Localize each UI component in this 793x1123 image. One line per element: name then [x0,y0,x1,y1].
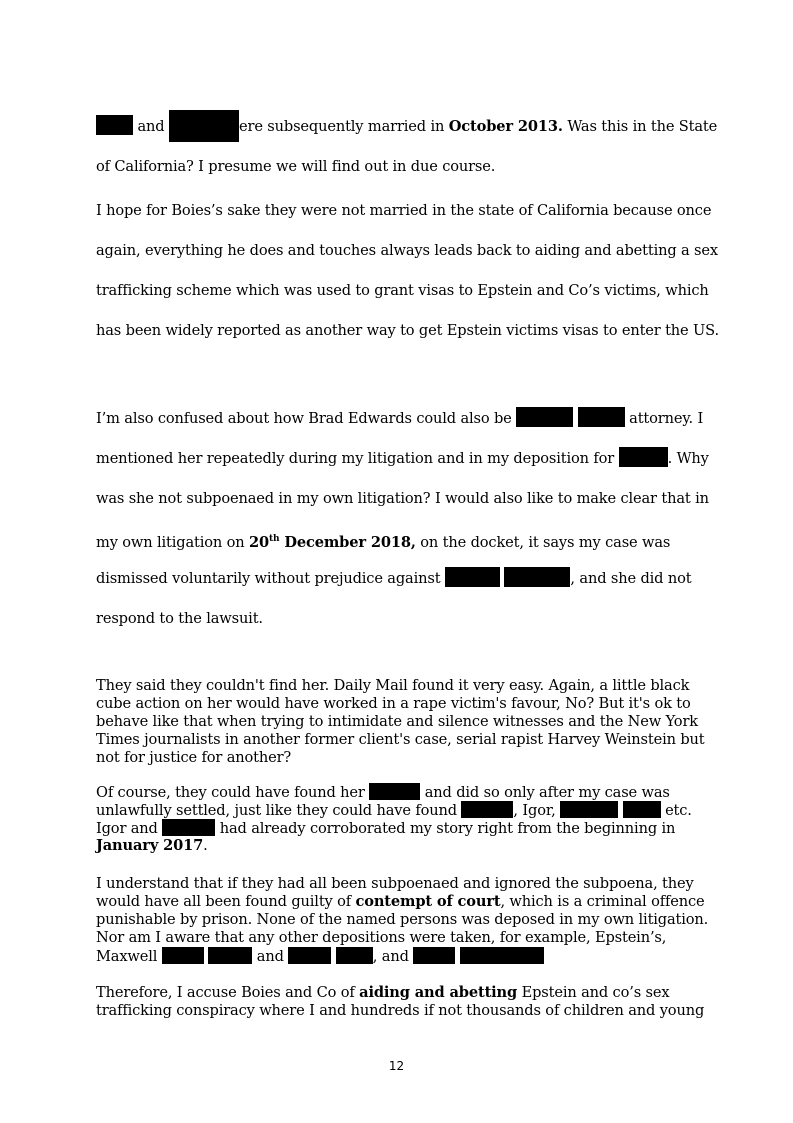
redaction-bar [208,947,252,964]
text-line [96,107,718,147]
redaction-bar [623,801,661,818]
text-segment: Was this in the State [567,118,718,135]
text-segment: ere subsequently married in [239,118,445,135]
paragraph-marriage [96,107,718,187]
redaction-bar [460,947,544,964]
paragraph-subpoenaed [96,875,709,965]
text-segment: and [256,948,284,965]
paragraph-of-course [96,783,696,855]
text-segment: my own litigation on [96,533,245,551]
redaction-bar [461,801,513,818]
redaction-bar [413,947,455,964]
text-line: of California? I presume we will find out in due course. [96,158,496,175]
bold-date: January 2017 [96,837,204,854]
text-segment: would have all been found guilty of [96,893,352,910]
text-segment: mentioned her repeatedly during my litigation and in my deposition for [96,450,615,467]
text-line: again, everything he does and touches always leads back to aiding and abetting a sex [96,242,718,259]
redaction-bar [96,115,133,135]
text-line [96,519,696,559]
text-line: Times journalists in another former client's case, serial rapist Harvey Weinstein but [96,731,705,748]
redaction-bar [288,947,331,964]
text-segment: dismissed voluntarily without prejudice against [96,570,441,587]
text-line: cube action on her would have worked in a rape victim's favour, No? But it's ok to [96,695,691,712]
text-line: trafficking conspiracy where I and hundreds if not thousands of children and young [96,1002,705,1019]
text-line [96,984,696,1002]
text-line: I hope for Boies’s sake they were not married in the state of California because once [96,202,712,219]
paragraph-boies-sake [96,191,719,351]
text-segment: I’m also confused about how Brad Edwards could also be [96,410,512,427]
redaction-bar [516,407,573,427]
text-segment: etc. [665,802,692,819]
text-line: not for justice for another? [96,749,292,766]
redaction-bar [560,801,618,818]
redaction-bar [369,783,420,800]
text-segment: Of course, they could have found her [96,784,365,801]
bold-term: aiding and abetting [359,984,518,1001]
page-number: 12 [388,1059,405,1073]
text-segment: , and she did not [570,570,692,587]
text-line [96,559,696,599]
redaction-bar [169,110,239,142]
text-line: was she not subpoenaed in my own litigation? I would also like to make clear that in [96,490,709,507]
text-segment: Maxwell [96,948,158,965]
text-segment: , Igor, [513,802,556,819]
text-segment: on the docket, it says my case was [420,533,671,551]
text-segment: . Why [667,450,709,467]
paragraph-therefore [96,984,705,1020]
redaction-bar [445,567,500,587]
text-line: behave like that when trying to intimidate and silence witnesses and the New York [96,713,698,730]
redaction-bar [162,819,215,836]
text-line: I understand that if they had all been subpoenaed and ignored the subpoena, they [96,875,694,892]
text-segment: and did so only after my case was [424,784,670,801]
text-segment: had already corroborated my story right from the beginning in [219,820,676,837]
redaction-bar [504,567,570,587]
text-segment: . [203,837,208,854]
paragraph-daily-mail [96,677,705,767]
text-line [96,783,696,801]
text-line: trafficking scheme which was used to grant visas to Epstein and Co’s victims, which [96,282,709,299]
text-line [96,439,709,479]
redaction-bar [619,447,668,467]
text-line: They said they couldn't find her. Daily Mail found it very easy. Again, a little black [96,677,690,694]
redaction-bar [162,947,204,964]
bold-date: October 2013. [448,118,563,135]
paragraph-brad-edwards [96,399,709,639]
bold-term: contempt of court [355,893,501,910]
text-segment: unlawfully settled, just like they could have found [96,802,457,819]
text-segment: attorney. I [629,410,704,427]
text-segment: Therefore, I accuse Boies and Co of [96,984,355,1001]
redaction-bar [578,407,625,427]
text-line: has been widely reported as another way to get Epstein victims visas to enter the US. [96,322,719,339]
text-segment: and [137,118,165,135]
text-line [96,837,696,855]
text-segment: Igor and [96,820,158,837]
text-line [96,399,704,439]
redaction-bar [336,947,373,964]
text-line: respond to the lawsuit. [96,610,263,627]
text-line [96,893,705,911]
text-line [96,819,696,837]
text-segment: , which is a criminal offence [500,893,705,910]
text-line [96,801,696,819]
bold-date: 20th December 2018, [249,533,416,551]
text-line: Nor am I aware that any other depositions were taken, for example, Epstein’s, [96,929,667,946]
text-line: punishable by prison. None of the named persons was deposed in my own litigation. [96,911,709,928]
text-line [96,947,696,965]
text-segment: , and [372,948,409,965]
text-segment: Epstein and co’s sex [521,984,670,1001]
